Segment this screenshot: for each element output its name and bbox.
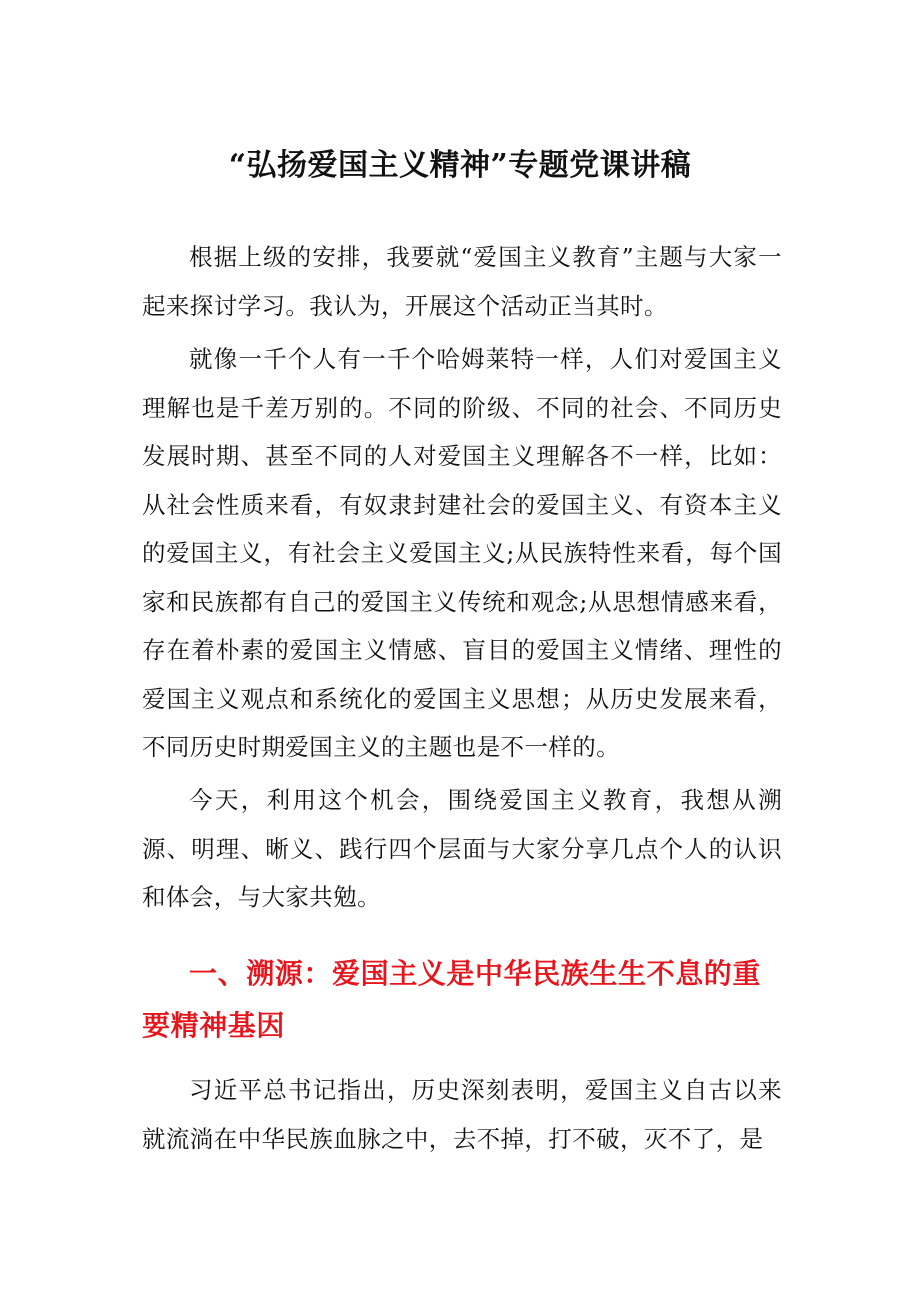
paragraph-section-one: 习近平总书记指出，历史深刻表明，爱国主义自古以来就流淌在中华民族血脉之中，去不掉，打不破，灭不了，是 bbox=[142, 1076, 782, 1153]
paragraph-intro: 根据上级的安排，我要就“爱国主义教育”主题与大家一起来探讨学习。我认为，开展这个活动正当其时。 bbox=[142, 243, 782, 320]
section-heading: 一、溯源：爱国主义是中华民族生生不息的重要精神基因 bbox=[142, 957, 762, 1042]
document-title: “弘扬爱国主义精神”专题党课讲稿 bbox=[228, 148, 692, 183]
paragraph-hamlet: 就像一千个人有一千个哈姆莱特一样，人们对爱国主义理解也是千差万别的。不同的阶级、不同的社会、不同历史发展时期、甚至不同的人对爱国主义理解各不一样，比如：从社会性质来看，有奴隶封建社会的爱国主义、有资本主义的爱国主义，有社会主义爱国主义;从民族特性来看，每个国家和民族都有自己的爱国主义传统和观念;从思想情感来看，存在着朴素的爱国主义情感、盲目的爱国主义情绪、理性的爱国主义观点和系统化的爱国主义思想；从历史发展来看，不同历史时期爱国主义的主题也是不一样的。 bbox=[142, 345, 782, 761]
paragraph-today: 今天，利用这个机会，围绕爱国主义教育，我想从溯源、明理、晰义、践行四个层面与大家分享几点个人的认识和体会，与大家共勉。 bbox=[142, 786, 782, 911]
